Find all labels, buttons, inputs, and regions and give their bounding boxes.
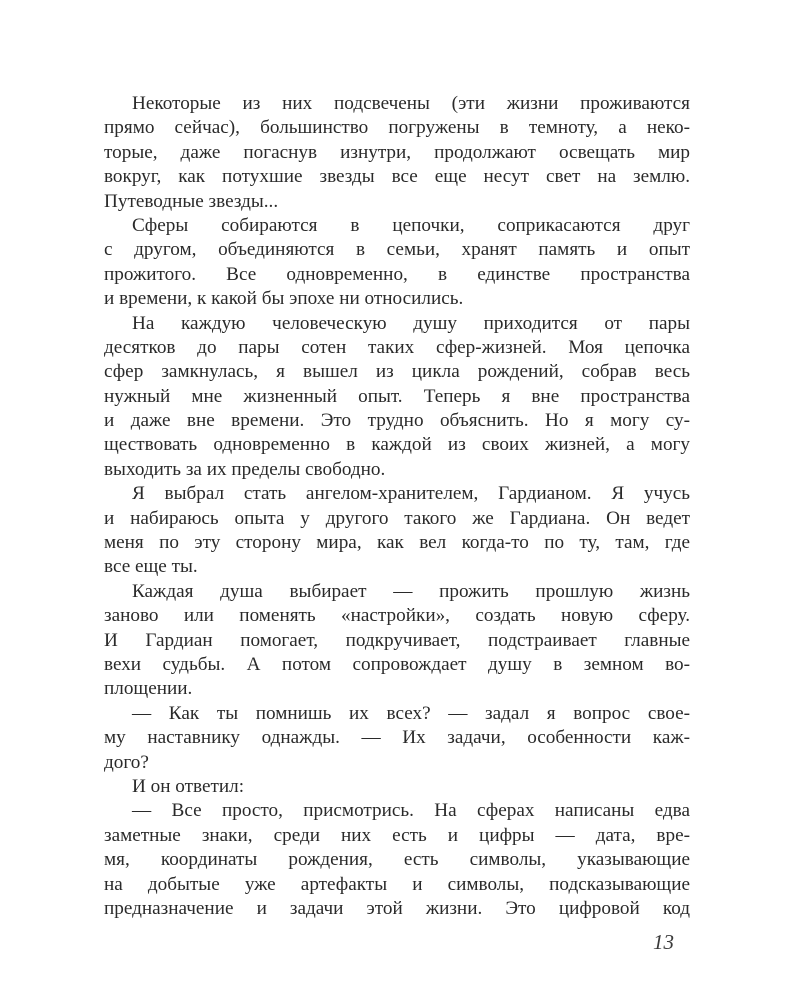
text-line: мя, координаты рождения, есть символы, указывающие [104,849,690,871]
text-line: Путеводные звезды... [104,190,279,212]
text-line: и даже вне времени. Это трудно объяснить. Но я могу су- [104,410,690,432]
text-line: на добытые уже артефакты и символы, подсказывающие [104,873,690,895]
text-line: площении. [104,678,193,700]
text-line: вокруг, как потухшие звезды все еще несут свет на землю. [104,166,690,188]
text-line: И он ответил: [132,775,245,797]
text-line: И Гардиан помогает, подкручивает, подстраивает главные [104,629,690,651]
text-line: и времени, к какой бы эпохе ни относились. [104,288,464,310]
text-line: меня по эту сторону мира, как вел когда-то по ту, там, где [104,532,690,554]
text-line: — Как ты помнишь их всех? — задал я вопрос свое- [132,702,690,724]
text-line: с другом, объединяются в семьи, хранят память и опыт [104,239,690,261]
text-line: и набираюсь опыта у другого такого же Гардиана. Он ведет [104,507,690,529]
text-line: На каждую человеческую душу приходится от пары [132,312,690,334]
page-number: 13 [653,930,674,954]
text-line: вехи судьбы. А потом сопровождает душу в земном во- [104,653,690,675]
text-line: нужный мне жизненный опыт. Теперь я вне пространства [104,385,690,407]
text-line: — Все просто, присмотрись. На сферах написаны едва [132,800,690,822]
text-line: десятков до пары сотен таких сфер-жизней. Моя цепочка [104,336,690,358]
text-line: Я выбрал стать ангелом-хранителем, Гардианом. Я учусь [132,483,690,505]
text-line: дого? [104,751,149,773]
text-line: Каждая душа выбирает — прожить прошлую жизнь [132,580,690,602]
text-line: сфер замкнулась, я вышел из цикла рождений, собрав весь [104,361,690,383]
text-line: заново или поменять «настройки», создать новую сферу. [104,605,690,627]
text-line: предназначение и задачи этой жизни. Это цифровой код [104,897,690,919]
text-line: выходить за их пределы свободно. [104,458,386,480]
text-line: прожитого. Все одновременно, в единстве пространства [104,263,690,285]
text-line: му наставнику однажды. — Их задачи, особенности каж- [104,727,690,749]
text-line: торые, даже погаснув изнутри, продолжают освещать мир [104,141,690,163]
page-body [104,92,690,921]
text-line: Некоторые из них подсвечены (эти жизни проживаются [132,93,690,114]
text-line: ществовать одновременно в каждой из своих жизней, а могу [104,434,690,456]
text-line: все еще ты. [104,556,198,578]
text-line: заметные знаки, среди них есть и цифры — дата, вре- [104,824,690,846]
text-line: прямо сейчас), большинство погружены в темноту, а неко- [104,117,690,139]
text-line: Сферы собираются в цепочки, соприкасаются друг [132,214,690,236]
